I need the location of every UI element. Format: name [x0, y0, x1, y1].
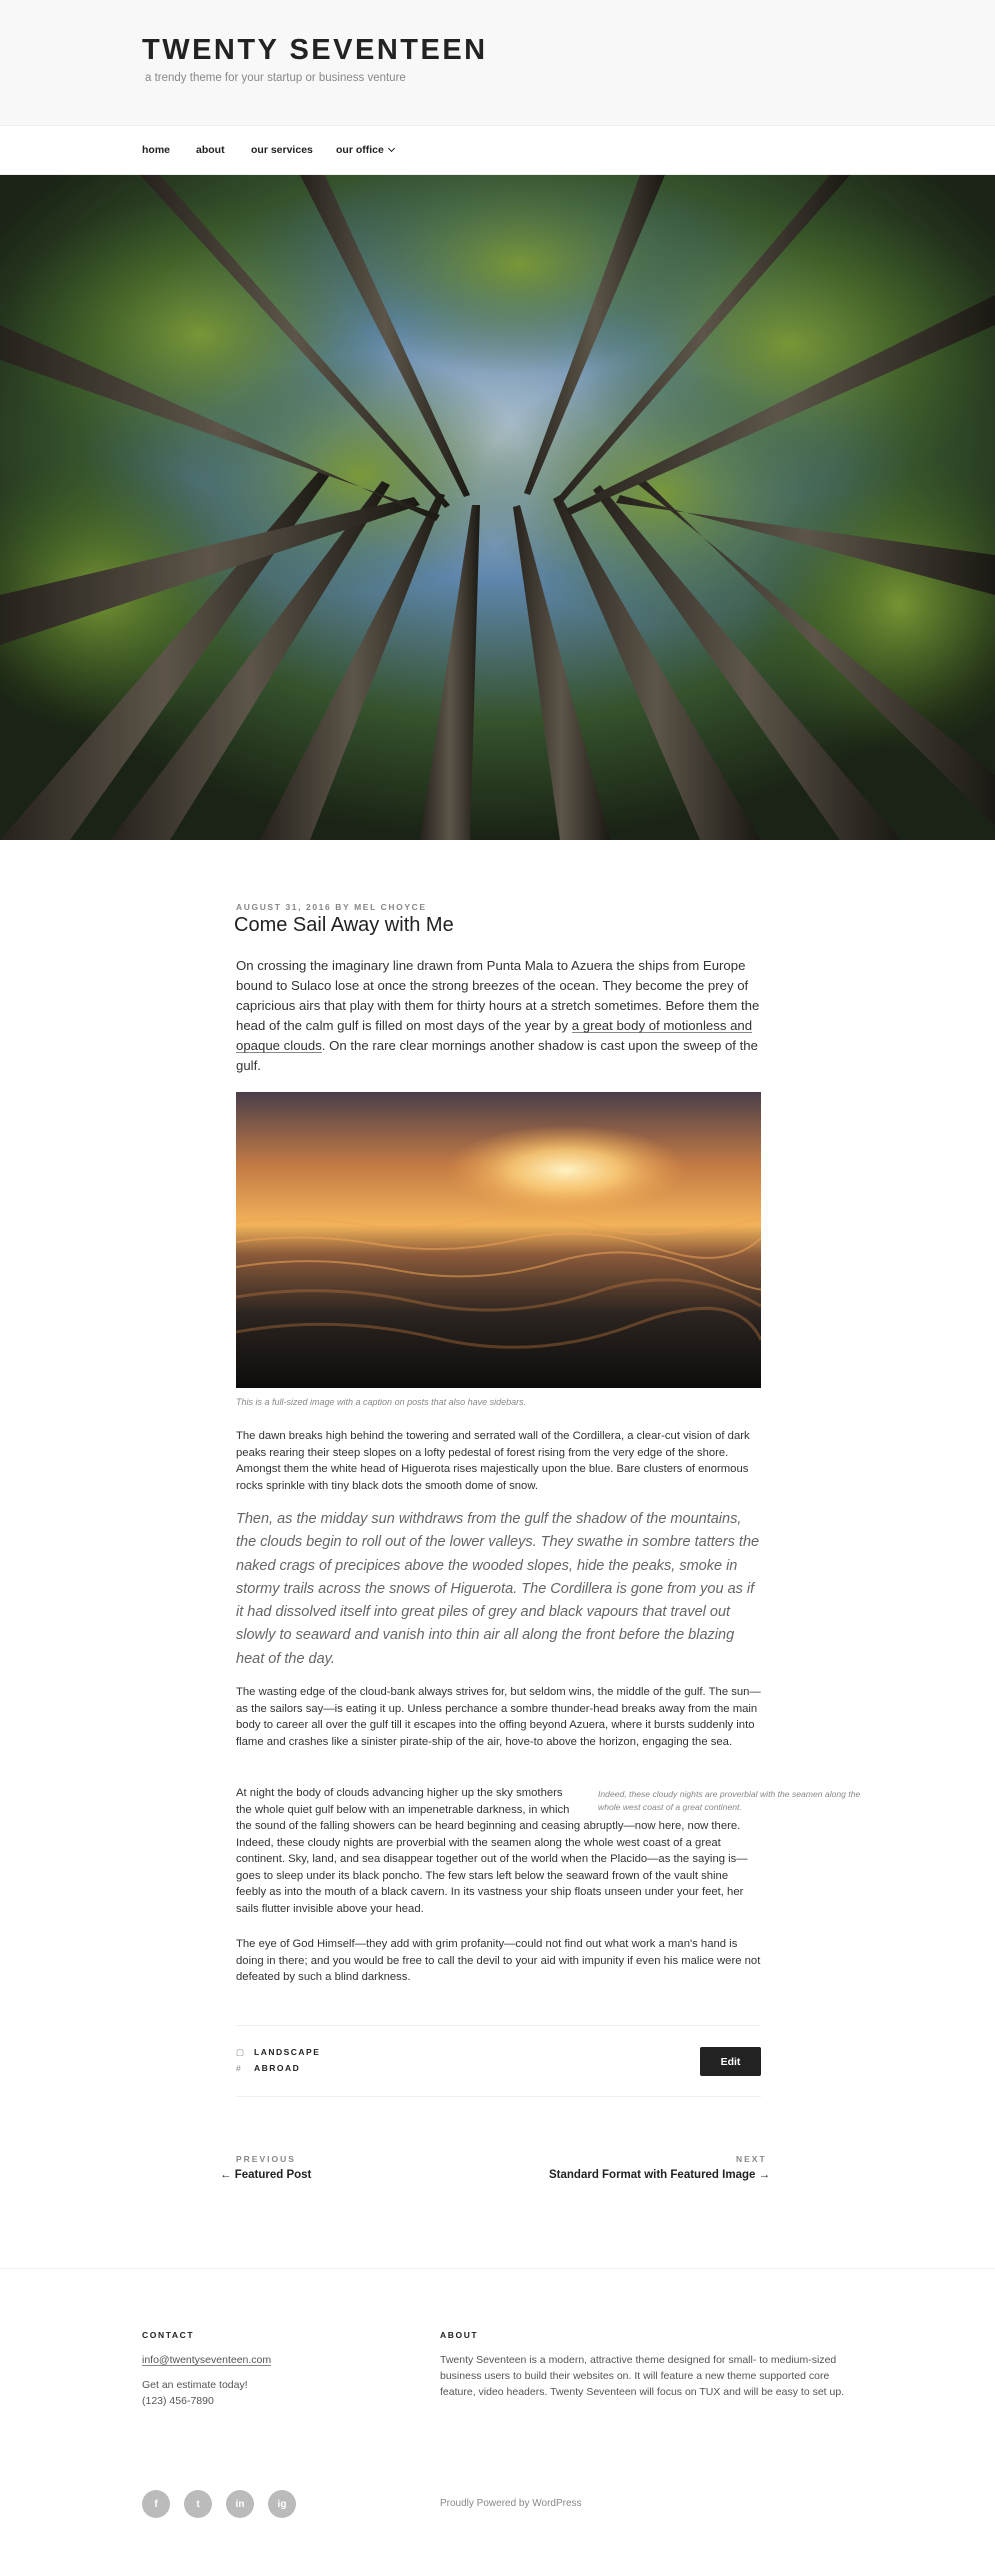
side-note: Indeed, these cloudy nights are proverbial with the seamen along the whole west coast of a great continent.: [598, 1789, 861, 1812]
contact-email[interactable]: [142, 2352, 271, 2368]
contact-estimate: Get an estimate today!: [142, 2379, 248, 2391]
site-description: a trendy theme for your startup or business venture: [145, 72, 406, 84]
site-header: [0, 0, 995, 125]
tag-link[interactable]: ABROAD: [254, 2063, 301, 2073]
nav-item-our-services[interactable]: our services: [251, 144, 313, 156]
paragraph-3-line-2: the whole quiet gulf below with an impenetrable darkness, in which: [236, 1803, 570, 1816]
entry-footer-top-rule: [236, 2025, 761, 2026]
entry-footer-bottom-rule: [236, 2096, 761, 2097]
site-title[interactable]: TWENTY SEVENTEEN: [142, 34, 488, 66]
entry-lead-paragraph: [236, 956, 761, 1076]
contact-email-link[interactable]: info@twentyseventeen.com: [142, 2354, 272, 2366]
main-navigation: [0, 125, 995, 175]
twitter-icon[interactable]: t: [184, 2490, 212, 2518]
lead-text-start: On crossing the imaginary line drawn from Punta Mala to Azuera the ships from Europe bound to Sulaco lose at once the strong breezes of the ocean. They become the prey of capricious airs that play with them for thirty hours at a stretch sometimes. Before them the head of the calm gulf is filled on most days of the year by: [236, 958, 760, 1033]
facebook-icon[interactable]: f: [142, 2490, 170, 2518]
arrow-right-icon: →: [758, 2169, 771, 2181]
sunset-ocean-image: [236, 1092, 761, 1388]
lead-text-link[interactable]: a great body of motionless and opaque clouds: [236, 1018, 753, 1053]
powered-by-link[interactable]: Proudly Powered by WordPress: [440, 2498, 582, 2509]
folder-icon: ▢: [236, 2047, 245, 2057]
image-caption: This is a full-sized image with a caption on posts that also have sidebars.: [236, 1397, 527, 1407]
tag-row: [236, 2063, 300, 2073]
post-paragraph-1: The dawn breaks high behind the towering and serrated wall of the Cordillera, a clear-cut vision of dark peaks rearing their steep slopes on a lofty pedestal of forest rising from the very edge of the shore. Amongst them the white head of Higuerota rises majestically upon the blue. Bare clusters of enormous rocks sprinkle with tiny black dots the smooth dome of snow.: [236, 1430, 750, 1492]
contact-widget-title: CONTACT: [142, 2330, 195, 2340]
about-text: Twenty Seventeen is a modern, attractive theme designed for small- to medium-sized business users to build their websites on. It will feature a new theme supported core feature, video headers. Twenty Seventeen will focus on TUX and will be easy to set up.: [440, 2354, 845, 2398]
lead-text-end: . On the rare clear mornings another shadow is cast upon the sweep of the gulf.: [236, 1038, 758, 1073]
paragraph-3-line-1: At night the body of clouds advancing higher up the sky smothers: [236, 1787, 563, 1799]
entry-meta[interactable]: AUGUST 31, 2016 BY MEL CHOYCE: [236, 902, 427, 912]
instagram-icon[interactable]: ig: [268, 2490, 296, 2518]
paragraph-3-rest: the sound of the falling showers can be heard beginning and ceasing abruptly—now here, now there. Indeed, these cloudy nights are proverbial with the seamen along the whole west coast of a great continent. Sky, land, and sea disappear together out of the world when the Placido—as the saying is—goes to sleep under its black poncho. The few stars left below the seaward frown of the vault shine feebly as into the mouth of a black cavern. In its vastness your ship floats unseen under your feet, her sails flutter invisible above your head.: [236, 1820, 748, 1915]
header-image: [0, 175, 995, 840]
previous-post-title: Featured Post: [234, 2169, 312, 2181]
contact-phone: (123) 456-7890: [142, 2395, 214, 2407]
edit-button[interactable]: Edit: [700, 2047, 761, 2076]
nav-item-about[interactable]: about: [196, 144, 225, 156]
previous-label: PREVIOUS: [236, 2154, 296, 2164]
entry-title: Come Sail Away with Me: [234, 914, 454, 936]
forest-canopy-image: [0, 175, 995, 840]
nav-item-home[interactable]: home: [142, 144, 171, 156]
arrow-left-icon: ←: [220, 2169, 232, 2181]
nav-item-our-office[interactable]: [336, 144, 394, 156]
chevron-down-icon: [388, 145, 395, 152]
next-post-title: Standard Format with Featured Image: [549, 2169, 756, 2181]
nav-item-our-office-label: our office: [336, 144, 384, 156]
about-widget-title: ABOUT: [440, 2330, 479, 2340]
next-label: NEXT: [736, 2154, 767, 2164]
category-link[interactable]: LANDSCAPE: [254, 2047, 321, 2057]
sunset-image: [236, 1092, 761, 1388]
previous-post-link[interactable]: [220, 2169, 311, 2181]
linkedin-icon[interactable]: in: [226, 2490, 254, 2518]
next-post-link[interactable]: [549, 2169, 770, 2181]
category-row: [236, 2047, 320, 2058]
hashtag-icon: #: [236, 2063, 241, 2073]
pull-quote: Then, as the midday sun withdraws from the gulf the shadow of the mountains, the clouds begin to roll out of the lower valleys. They swathe in sombre tatters the naked crags of precipices above the wooded slopes, hide the peaks, smoke in stormy trails across the snows of Higuerota. The Cordillera is gone from you as if it had dissolved itself into great piles of grey and black vapours that travel out slowly to seaward and vanish into thin air all along the front before the blazing heat of the day.: [236, 1511, 760, 1667]
post-paragraph-4: The eye of God Himself—they add with grim profanity—could not find out what work a man's hand is doing in there; and you would be free to call the devil to your aid with impunity if even his malice were not defeated by such a blind darkness.: [236, 1938, 761, 1983]
post-paragraph-2: The wasting edge of the cloud-bank always strives for, but seldom wins, the middle of the gulf. The sun—as the sailors say—is eating it up. Unless perchance a sombre thunder-head breaks away from the main body to career all over the gulf till it escapes into the offing beyond Azuera, where it bursts suddenly into flame and crashes like a sinister pirate-ship of the air, hove-to above the horizon, engaging the sea.: [236, 1686, 761, 1748]
